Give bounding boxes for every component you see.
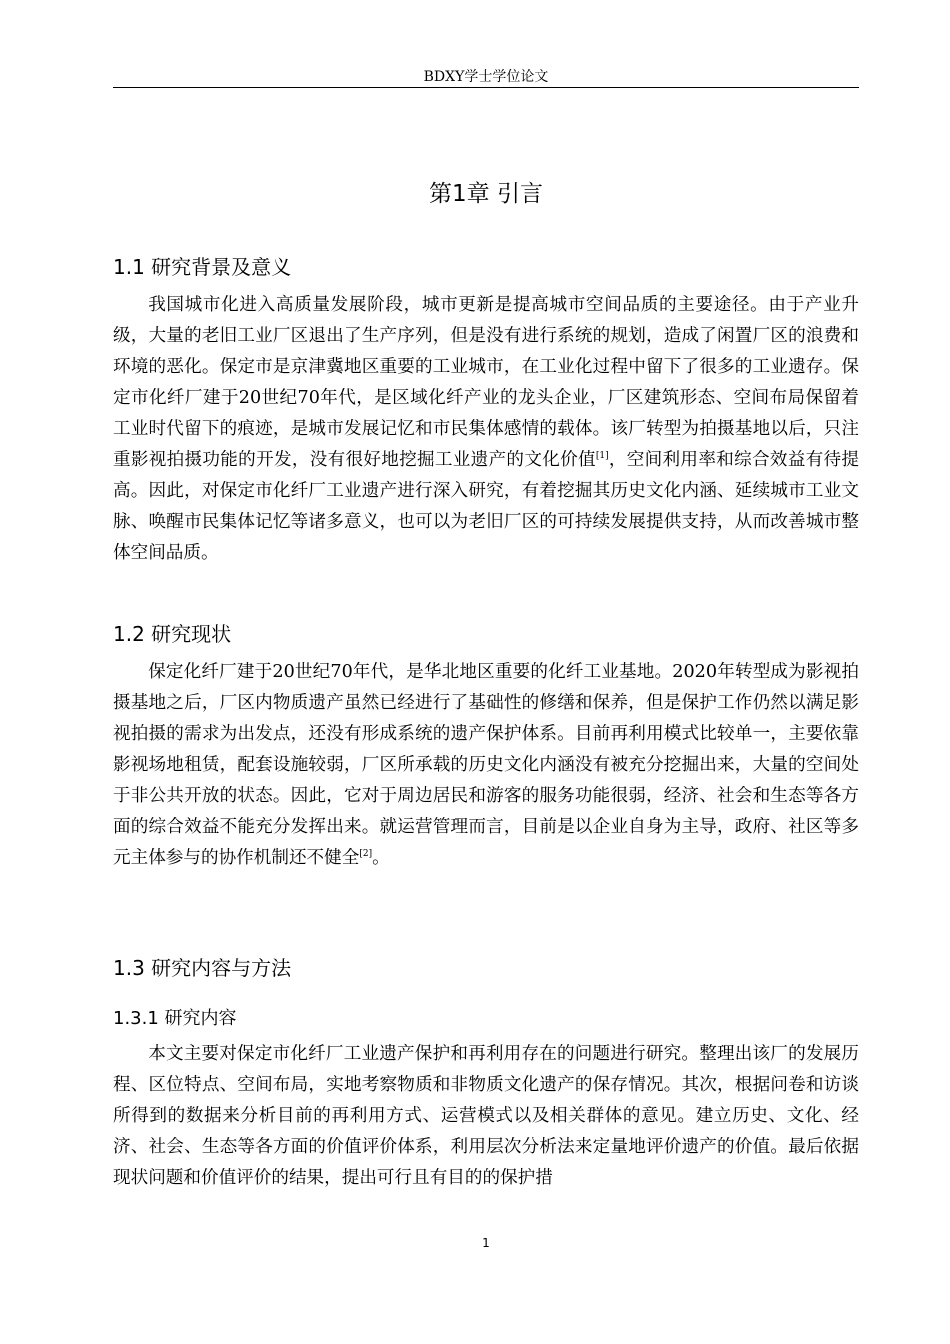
citation-ref: [1] xyxy=(595,451,609,462)
citation-ref: [2] xyxy=(359,849,373,860)
section-paragraph-1-2 xyxy=(113,657,859,874)
section-heading-1-3: 1.3 研究内容与方法 xyxy=(113,956,292,980)
section-heading-1-2: 1.2 研究现状 xyxy=(113,622,232,646)
section-heading-1-1: 1.1 研究背景及意义 xyxy=(113,255,292,279)
header-rule xyxy=(113,87,859,88)
page-number: 1 xyxy=(482,1236,490,1250)
paragraph-text: 我国城市化进入高质量发展阶段，城市更新是提高城市空间品质的主要途径。由于产业升级，大量的老旧工业厂区退出了生产序列，但是没有进行系统的规划，造成了闲置厂区的浪费和环境的恶化。保定市是京津冀地区重要的工业城市，在工业化过程中留下了很多的工业遗存。保定市化纤厂建于20世纪70年代，是区域化纤产业的龙头企业，厂区建筑形态、空间布局保留着工业时代留下的痕迹，是城市发展记忆和市民集体感情的载体。该厂转型为拍摄基地以后，只注重影视拍摄功能的开发，没有很好地挖掘工业遗产的文化价值 xyxy=(113,295,859,470)
section-paragraph-1-3-1: 本文主要对保定市化纤厂工业遗产保护和再利用存在的问题进行研究。整理出该厂的发展历程、区位特点、空间布局，实地考察物质和非物质文化遗产的保存情况。其次，根据问卷和访谈所得到的数据来分析目前的再利用方式、运营模式以及相关群体的意见。建立历史、文化、经济、社会、生态等各方面的价值评价体系，利用层次分析法来定量地评价遗产的价值。最后依据现状问题和价值评价的结果，提出可行且有目的的保护措 xyxy=(113,1044,859,1188)
paragraph-text: 。 xyxy=(372,848,390,868)
section-heading-1-3-1: 1.3.1 研究内容 xyxy=(113,1008,237,1029)
paragraph-text: ，空间利用率和综合效益有待提高。因此，对保定市化纤厂工业遗产进行深入研究，有着挖掘其历史文化内涵、延续城市工业文脉、唤醒市民集体记忆等诸多意义，也可以为老旧厂区的可持续发展提供支持，从而改善城市整体空间品质。 xyxy=(113,450,859,563)
page-header: BDXY学士学位论文 xyxy=(423,69,549,85)
chapter-title: 第1章 引言 xyxy=(429,181,543,207)
paragraph-text: 保定化纤厂建于20世纪70年代，是华北地区重要的化纤工业基地。2020年转型成为影视拍摄基地之后，厂区内物质遗产虽然已经进行了基础性的修缮和保养，但是保护工作仍然以满足影视拍摄的需求为出发点，还没有形成系统的遗产保护体系。目前再利用模式比较单一，主要依靠影视场地租赁，配套设施较弱，厂区所承载的历史文化内涵没有被充分挖掘出来，大量的空间处于非公共开放的状态。因此，它对于周边居民和游客的服务功能很弱，经济、社会和生态等各方面的综合效益不能充分发挥出来。就运营管理而言，目前是以企业自身为主导，政府、社区等多元主体参与的协作机制还不健全 xyxy=(113,662,859,868)
section-paragraph-1-1 xyxy=(113,290,859,569)
